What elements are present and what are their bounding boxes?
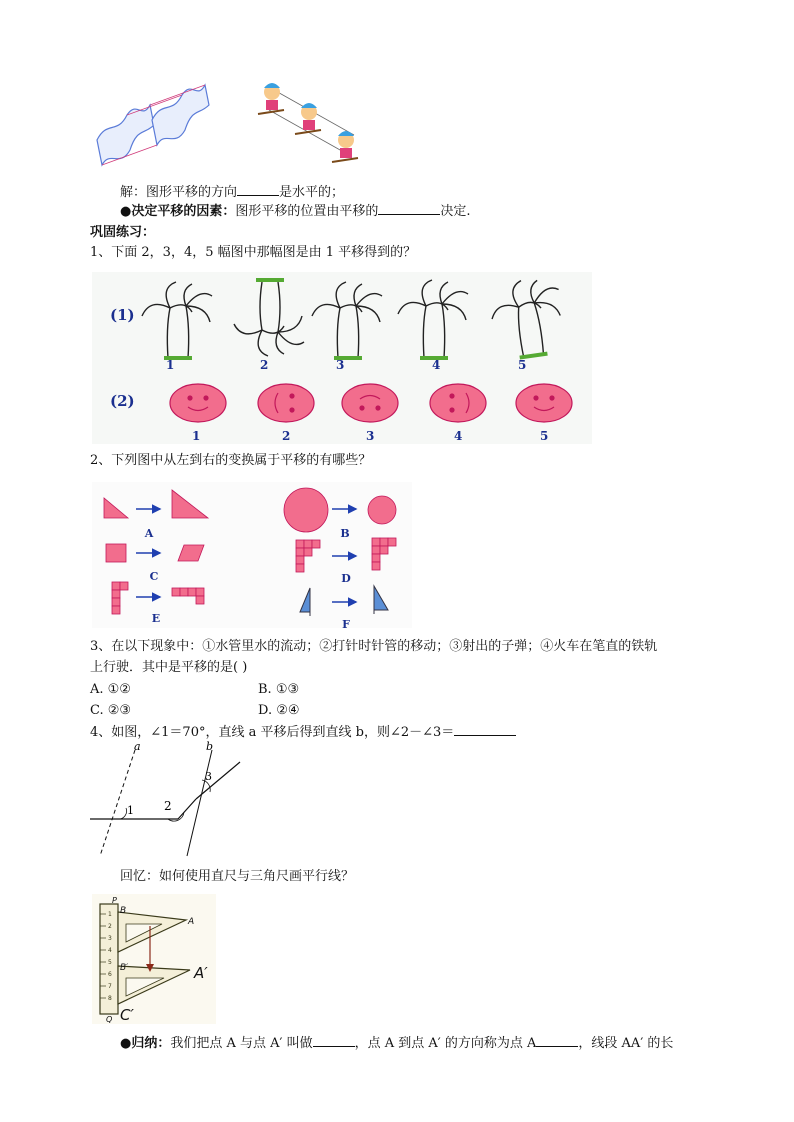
smiley-face-5	[516, 384, 572, 422]
label-C-prime: C′	[120, 1006, 134, 1024]
option-B[interactable]: B. ①③	[258, 682, 300, 697]
question-3-line-2: 上行驶．其中是平移的是( )	[90, 660, 248, 675]
ruler-digit-4: 4	[108, 947, 112, 954]
tree-number-3: 3	[336, 358, 345, 372]
line-b	[187, 750, 212, 856]
tree-number-4: 4	[432, 358, 441, 372]
tree-number-2: 2	[260, 358, 269, 372]
practice-heading: 巩固练习：	[90, 225, 156, 240]
summary-text-2: ，点 A 到点 A′ 的方向称为点 A	[354, 1036, 537, 1051]
ruler-digit-3: 3	[108, 935, 112, 942]
factor-title: 决定平移的因素：	[131, 204, 236, 219]
label-B: B	[340, 527, 350, 540]
option-C[interactable]: C. ②③	[90, 703, 132, 718]
smiley-face-4	[430, 384, 486, 422]
ruler-digit-5: 5	[108, 959, 112, 966]
factor-line	[120, 202, 471, 221]
q4-angle-figure	[90, 740, 250, 860]
factor-blank[interactable]	[378, 202, 440, 215]
label-angle-3: 3	[205, 770, 212, 783]
summary-title: 归纳：	[131, 1036, 171, 1051]
ruler-digit-7: 7	[108, 983, 112, 990]
label-D: D	[341, 572, 351, 585]
summary-line	[120, 1034, 673, 1053]
smiley-face-2	[258, 384, 314, 422]
label-Q: Q	[106, 1015, 113, 1024]
label-E: E	[151, 612, 161, 625]
label-B-prime: B′	[120, 963, 129, 973]
factor-text: 图形平移的位置由平移的	[235, 204, 379, 219]
face-number-5: 5	[540, 429, 549, 443]
label-C: C	[149, 570, 159, 583]
summary-blank-1[interactable]	[313, 1034, 355, 1047]
question-3-line-1: 3、在以下现象中：①水管里水的流动；②打针时针管的移动；③射出的子弹；④火车在笔直的铁轨	[90, 639, 658, 654]
question-2: 2、下列图中从左到右的变换属于平移的有哪些？	[90, 453, 372, 468]
option-D[interactable]: D. ②④	[258, 703, 300, 718]
label-A-prime: A′	[194, 964, 208, 982]
label-line-a: a	[134, 740, 141, 753]
label-angle-1: 1	[127, 804, 134, 817]
question-4-text: 4、如图，∠1＝70°，直线 a 平移后得到直线 b，则∠2－∠3＝	[90, 725, 455, 740]
label-B: B	[120, 906, 127, 916]
factor-bullet: ●	[120, 204, 132, 219]
solution-suffix: 是水平的；	[279, 185, 345, 200]
label-angle-2: 2	[164, 799, 172, 813]
translation-illustration-shapes	[92, 80, 232, 172]
recall-text: 回忆：如何使用直尺与三角尺画平行线？	[120, 869, 355, 884]
label-A: A	[144, 527, 154, 540]
label-P: P	[112, 896, 117, 905]
ruler-digit-1: 1	[108, 911, 112, 918]
summary-text-1: 我们把点 A 与点 A′ 叫做	[170, 1036, 313, 1051]
label-F: F	[342, 618, 350, 631]
option-A[interactable]: A. ①②	[90, 682, 131, 697]
q1-row-label-1: (1)	[110, 306, 135, 324]
q1-row-label-2: (2)	[110, 392, 135, 410]
line-a	[100, 750, 135, 856]
tree-number-5: 5	[518, 358, 527, 372]
label-A: A	[188, 917, 195, 927]
shape-B-before	[284, 488, 328, 532]
question-4-line	[90, 723, 516, 742]
direction-blank[interactable]	[237, 183, 279, 196]
q1-figure	[92, 272, 592, 444]
ruler-triangle-figure	[92, 894, 216, 1024]
ruler-digit-2: 2	[108, 923, 112, 930]
transversal-bend	[178, 799, 196, 819]
q2-figure	[92, 482, 412, 631]
shape-C-before	[106, 544, 126, 562]
label-line-b: b	[206, 740, 214, 753]
smiley-face-1	[170, 384, 226, 422]
translation-illustration-skier	[254, 80, 364, 170]
summary-blank-2[interactable]	[536, 1034, 578, 1047]
summary-text-3: ，线段 AA′ 的长	[578, 1036, 674, 1051]
question-1: 1、下面 2，3，4，5 幅图中那幅图是由 1 平移得到的？	[90, 245, 417, 260]
factor-suffix: 决定.	[440, 204, 471, 219]
face-number-4: 4	[454, 429, 463, 443]
summary-bullet: ●	[120, 1036, 132, 1051]
ruler-digit-6: 6	[108, 971, 112, 978]
tree-number-1: 1	[166, 358, 175, 372]
face-number-1: 1	[192, 429, 201, 443]
solution-prefix: 解：图形平移的方向	[120, 185, 238, 200]
angle-answer-blank[interactable]	[454, 723, 516, 736]
smiley-face-3	[342, 384, 398, 422]
ruler-digit-8: 8	[108, 995, 112, 1002]
face-number-3: 3	[366, 429, 375, 443]
solution-line	[120, 183, 344, 202]
face-number-2: 2	[282, 429, 291, 443]
shape-B-after	[368, 496, 396, 524]
